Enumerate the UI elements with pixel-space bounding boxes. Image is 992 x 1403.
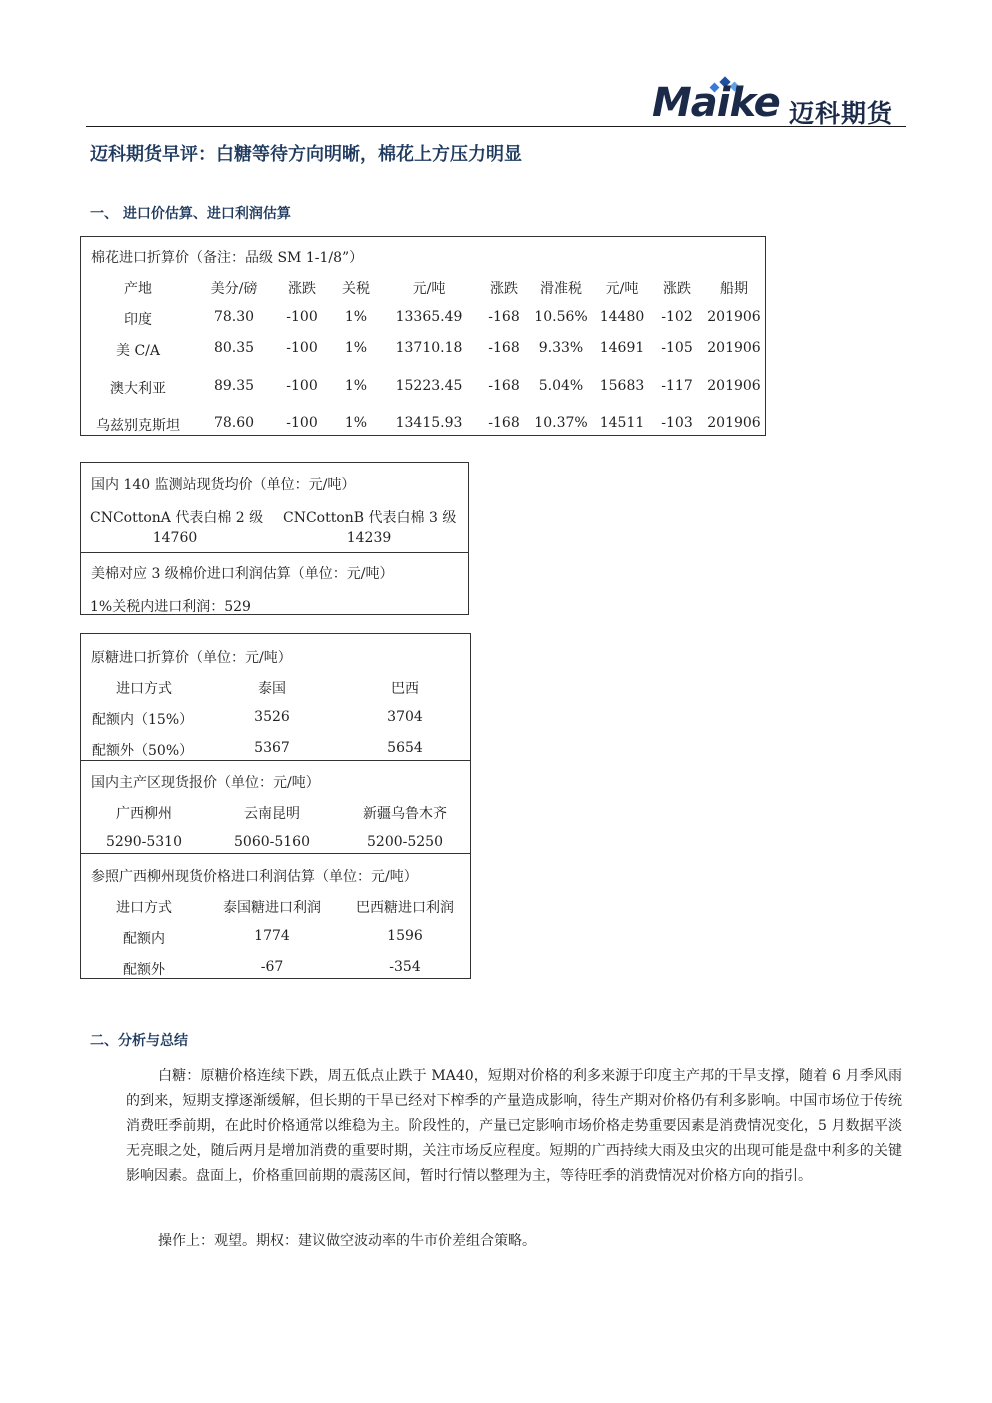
col-header: 云南昆明 [244,806,300,822]
cell-value: 1% [344,378,368,394]
header-divider [86,126,906,127]
cncotton-b-label: CNCottonB 代表白棉 3 级 [283,510,457,526]
cell-label: 配额外 [123,962,165,978]
col-header: 滑准税 [540,281,582,297]
col-header: 关税 [342,281,370,297]
company-logo [652,74,912,128]
cell-value: -100 [286,309,318,325]
cell-origin: 澳大利亚 [110,381,166,397]
table-divider [81,853,470,854]
cotton-profit-value: 1%关税内进口利润：529 [90,599,251,615]
cell-value: 201906 [707,415,761,431]
cell-label: 配额内（15%） [92,712,194,728]
cell-value: -67 [260,959,284,975]
cell-value: 201906 [707,340,761,356]
cell-value: -354 [389,959,421,975]
col-header: 泰国糖进口利润 [223,900,321,916]
cell-value: -117 [661,378,693,394]
cell-value: 1596 [387,928,423,944]
col-header: 进口方式 [116,681,172,697]
cell-value: 201906 [707,309,761,325]
page-title: 迈科期货早评：白糖等待方向明晰，棉花上方压力明显 [90,144,522,165]
col-header: 涨跌 [663,281,691,297]
logo-cn-text: 迈科期货 [789,99,894,128]
cell-value: 13365.49 [395,309,463,325]
cotton-domestic-table [80,462,469,615]
cncotton-b-value: 14239 [346,530,392,546]
col-header: 船期 [720,281,748,297]
cell-value: -105 [661,340,693,356]
cotton-domestic-caption: 国内 140 监测站现货均价（单位：元/吨） [91,477,356,493]
cell-value: 9.33% [538,340,584,356]
cell-value: 5.04% [538,378,584,394]
section-heading-1: 一、 进口价估算、进口利润估算 [90,206,291,222]
table-row [81,740,470,760]
table-row [81,709,470,729]
cell-value: 3704 [387,709,423,725]
table-row [81,928,470,948]
cell-value: 10.37% [534,415,588,431]
cell-value: 15223.45 [395,378,463,394]
cell-origin: 美 C/A [116,343,160,359]
table-divider [81,760,470,761]
col-header: 美分/磅 [210,281,258,297]
sugar-profit-header-row [81,897,470,917]
sugar-spot-caption: 国内主产区现货报价（单位：元/吨） [91,775,320,791]
table-row [81,959,470,979]
cell-value: 5290-5310 [106,834,182,850]
cell-value: 13710.18 [395,340,463,356]
section-heading-2: 二、分析与总结 [90,1033,188,1049]
cotton-profit-caption: 美棉对应 3 级棉价进口利润估算（单位：元/吨） [91,566,394,582]
cell-value: 14691 [599,340,645,356]
table-divider [81,552,468,553]
cotton-import-header-row [81,278,765,298]
cell-value: -102 [661,309,693,325]
cell-value: 3526 [254,709,290,725]
cell-value: -100 [286,415,318,431]
cell-value: -168 [488,309,520,325]
cell-value: 89.35 [213,378,255,394]
table-row [81,340,765,360]
cell-value: 80.35 [213,340,255,356]
cell-value: 13415.93 [395,415,463,431]
cell-label: 配额内 [123,931,165,947]
cell-value: 1% [344,415,368,431]
col-header: 元/吨 [605,281,639,297]
cell-value: 5367 [254,740,290,756]
table-row [81,378,765,398]
col-header: 元/吨 [412,281,446,297]
cell-value: 5654 [387,740,423,756]
cell-value: -100 [286,378,318,394]
cell-value: 1% [344,340,368,356]
cell-origin: 乌兹别克斯坦 [96,418,180,434]
table-row [81,834,470,854]
cell-value: 5200-5250 [367,834,443,850]
cell-value: 15683 [599,378,645,394]
col-header: 泰国 [258,681,286,697]
cell-value: 78.30 [213,309,255,325]
cotton-import-caption: 棉花进口折算价（备注：品级 SM 1-1/8”） [91,250,364,266]
cell-value: 78.60 [213,415,255,431]
cell-value: 5060-5160 [234,834,310,850]
cell-value: -103 [661,415,693,431]
col-header: 涨跌 [288,281,316,297]
cncotton-a-value: 14760 [152,530,198,546]
cell-value: 14511 [599,415,645,431]
col-header: 巴西糖进口利润 [356,900,454,916]
cell-value: 14480 [599,309,645,325]
col-header: 进口方式 [116,900,172,916]
cell-value: 10.56% [534,309,588,325]
cell-value: -168 [488,415,520,431]
cncotton-a-label: CNCottonA 代表白棉 2 级 [90,510,264,526]
cell-origin: 印度 [124,312,152,328]
cell-value: -168 [488,378,520,394]
sugar-spot-header-row [81,803,470,823]
cotton-import-table [80,236,766,436]
table-row [81,415,765,435]
cell-label: 配额外（50%） [92,743,194,759]
cell-value: 1% [344,309,368,325]
cell-value: 201906 [707,378,761,394]
col-header: 广西柳州 [116,806,172,822]
cell-value: -168 [488,340,520,356]
sugar-import-caption: 原糖进口折算价（单位：元/吨） [91,650,292,666]
logo-latin-text: Maike [652,80,780,126]
analysis-paragraph: 白糖：原糖价格连续下跌，周五低点止跌于 MA40，短期对价格的利多来源于印度主产邦的干旱支撑，随着 6 月季风雨的到来，短期支撑逐渐缓解，但长期的干旱已经对下榨季的产量造成影响，待生产期对价格仍有利多影响。中国市场位于传统消费旺季前期，在此时价格通常以维稳为主。阶段性的，产量已定影响市场价格走势重要因素是消费情况变化，5 月数据平淡无亮眼之处，随后两月是增加消费的重要时期，关注市场反应程度。短期的广西持续大雨及虫灾的出现可能是盘中利多的关键影响因素。盘面上，价格重回前期的震荡区间，暂时行情以整理为主，等待旺季的消费情况对价格方向的指引。 [126,1068,902,1184]
col-header: 产地 [124,281,152,297]
cell-value: -100 [286,340,318,356]
sugar-import-header-row [81,678,470,698]
sugar-table [80,633,471,979]
col-header: 涨跌 [490,281,518,297]
cell-value: 1774 [254,928,290,944]
col-header: 新疆乌鲁木齐 [363,806,447,822]
table-row [81,309,765,329]
col-header: 巴西 [391,681,419,697]
operation-advice: 操作上：观望。期权：建议做空波动率的牛市价差组合策略。 [158,1233,536,1249]
sugar-profit-caption: 参照广西柳州现货价格进口利润估算（单位：元/吨） [91,869,418,885]
